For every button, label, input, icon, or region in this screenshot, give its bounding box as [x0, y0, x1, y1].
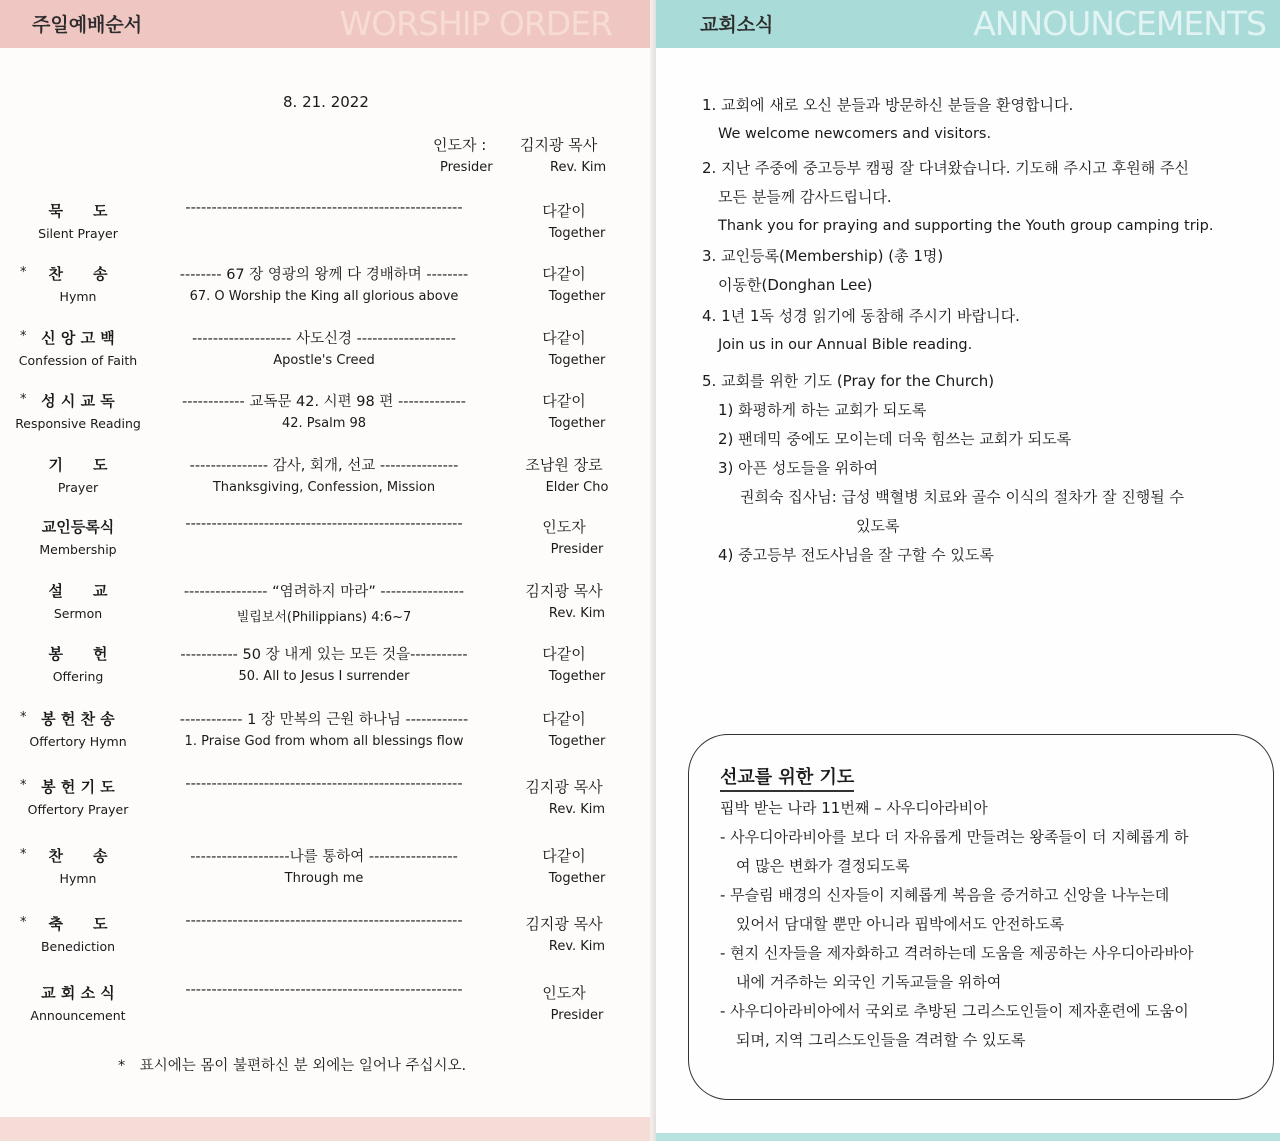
- presider-name-ko: 김지광 목사: [520, 136, 598, 154]
- order-item-leader-en: Together: [548, 871, 606, 886]
- announcements-header: [656, 0, 1280, 48]
- order-item-title: ---------------- “염려하지 마라” ----------------: [183, 584, 465, 600]
- order-item-leader-ko: 김지광 목사: [525, 778, 603, 796]
- order-item-leader-en: Rev. Kim: [548, 939, 606, 954]
- order-item-leader-ko: 인도자: [542, 984, 586, 1002]
- announcement-1: [702, 91, 1073, 149]
- order-item-label-en: Hymn: [59, 289, 97, 304]
- order-item-label-en: Offertory Prayer: [27, 802, 129, 817]
- order-item-label-en: Announcement: [30, 1008, 126, 1023]
- order-item-title: -----------------------------------------------------: [185, 776, 463, 792]
- mission-line: - 무슬림 배경의 신자들이 지혜롭게 복음을 증거하고 신앙을 나누는데: [720, 886, 1170, 904]
- order-item: [0, 643, 650, 703]
- order-item-leader-en: Together: [548, 669, 606, 684]
- order-item-label-en: Sermon: [53, 606, 103, 621]
- order-item: [0, 913, 650, 973]
- order-item-label-ko: 설 교: [48, 582, 108, 600]
- order-item-label-ko: 봉 헌 기 도: [41, 778, 115, 796]
- order-item-leader-en: Together: [548, 353, 606, 368]
- prayer-point: 2) 팬데믹 중에도 모이는데 더욱 힘쓰는 교회가 되도록: [718, 430, 1072, 448]
- order-star-marker: *: [20, 847, 27, 862]
- order-star-marker: *: [20, 778, 27, 793]
- mission-line: 있어서 담대할 뿐만 아니라 핍박에서도 안전하도록: [736, 915, 1065, 933]
- header-title-ko: 교회소식: [700, 14, 774, 36]
- order-item: [0, 454, 650, 514]
- mission-line: 여 많은 변화가 결정되도록: [736, 857, 910, 875]
- order-item-label-en: Silent Prayer: [38, 226, 118, 241]
- presider-label-ko: 인도자 :: [433, 136, 487, 154]
- announcement-5: [702, 367, 1184, 570]
- announcement-ko: 1. 교회에 새로 오신 분들과 방문하신 분들을 환영합니다.: [702, 96, 1074, 114]
- announcement-en: We welcome newcomers and visitors.: [718, 126, 992, 142]
- announcement-ko: 4. 1년 1독 성경 읽기에 동참해 주시기 바랍니다.: [702, 307, 1020, 325]
- mission-line: - 사우디아라비아를 보다 더 자유롭게 만들려는 왕족들이 더 지혜롭게 하: [720, 828, 1189, 846]
- header-title-ko: 주일예배순서: [32, 14, 143, 36]
- order-item: [0, 327, 650, 387]
- order-item-label-en: Responsive Reading: [15, 416, 141, 431]
- order-item-subtitle: 42. Psalm 98: [281, 416, 367, 431]
- order-item-title: -------- 67 장 영광의 왕께 다 경배하며 --------: [179, 267, 469, 283]
- order-item-subtitle: 빌립보서(Philippians) 4:6~7: [236, 610, 412, 625]
- order-item-subtitle: Thanksgiving, Confession, Mission: [212, 480, 436, 495]
- mission-line: - 사우디아라비아에서 국외로 추방된 그리스도인들이 제자훈련에 도움이: [720, 1002, 1189, 1020]
- order-item-title: -----------------------------------------------------: [185, 516, 463, 532]
- order-item-title: ------------ 1 장 만복의 근원 하나님 ------------: [179, 712, 469, 728]
- order-item-leader-ko: 다같이: [542, 392, 586, 410]
- prayer-point: 4) 중고등부 전도사님을 잘 구할 수 있도록: [718, 546, 994, 564]
- order-item-leader-ko: 다같이: [542, 329, 586, 347]
- announcement-2: [702, 154, 1214, 241]
- order-item-leader-ko: 다같이: [542, 202, 586, 220]
- order-item-label-ko: 묵 도: [48, 202, 108, 220]
- announcement-4: [702, 302, 1020, 360]
- order-item-title: -------------------나를 통하여 -----------------: [190, 849, 458, 865]
- order-item-subtitle: Apostle's Creed: [273, 353, 375, 368]
- order-star-marker: *: [20, 329, 27, 344]
- order-item-leader-ko: 김지광 목사: [525, 915, 603, 933]
- order-item-subtitle: 67. O Worship the King all glorious above: [189, 289, 459, 304]
- order-item-title: -----------------------------------------------------: [185, 982, 463, 998]
- order-item-title: ----------- 50 장 내게 있는 모든 것을-----------: [180, 647, 468, 663]
- order-item-subtitle: 50. All to Jesus I surrender: [238, 669, 410, 684]
- order-item-label-en: Confession of Faith: [18, 353, 138, 368]
- announcement-ko: 2. 지난 주중에 중고등부 캠핑 잘 다녀왔습니다. 기도해 주시고 후원해 주신: [702, 159, 1189, 177]
- announcement-en: Join us in our Annual Bible reading.: [718, 337, 973, 353]
- mission-box-title: 선교를 위한 기도: [720, 763, 854, 792]
- order-item: [0, 776, 650, 836]
- order-item: [0, 516, 650, 576]
- order-item-label-ko: 교인등록식: [41, 518, 115, 536]
- order-item-leader-en: Together: [548, 416, 606, 431]
- order-item-leader-en: Presider: [550, 542, 604, 557]
- order-item-label-ko: 축 도: [48, 915, 108, 933]
- order-item-title: ------------ 교독문 42. 시편 98 편 -------------: [181, 394, 466, 410]
- order-item: [0, 200, 650, 260]
- order-item-leader-ko: 김지광 목사: [525, 582, 603, 600]
- order-item-label-en: Hymn: [59, 871, 97, 886]
- order-item-title: -----------------------------------------------------: [185, 200, 463, 216]
- order-item-label-ko: 봉 헌: [48, 645, 108, 663]
- bottom-strip: [656, 1133, 1280, 1141]
- order-item: [0, 845, 650, 905]
- order-item-label-en: Membership: [39, 542, 117, 557]
- order-item-leader-en: Rev. Kim: [548, 802, 606, 817]
- announcement-3: [702, 242, 943, 300]
- order-item-title: -----------------------------------------------------: [185, 913, 463, 929]
- mission-line: - 현지 신자들을 제자화하고 격려하는데 도움을 제공하는 사우디아라바아: [720, 944, 1194, 962]
- announcement-en: 이동한(Donghan Lee): [718, 276, 873, 294]
- service-date: 8. 21. 2022: [283, 93, 369, 111]
- worship-order-header: [0, 0, 656, 48]
- order-item-label-en: Offering: [52, 669, 104, 684]
- order-item: [0, 982, 650, 1042]
- header-title-en: WORSHIP ORDER: [339, 4, 612, 43]
- order-item-label-en: Prayer: [57, 480, 99, 495]
- order-star-marker: *: [20, 710, 27, 725]
- order-item-label-ko: 신 앙 고 백: [41, 329, 115, 347]
- order-star-marker: *: [20, 265, 27, 280]
- announcement-ko-cont: 모든 분들께 감사드립니다.: [718, 188, 892, 206]
- order-item-label-en: Benediction: [40, 939, 116, 954]
- order-item-label-ko: 찬 송: [48, 847, 108, 865]
- prayer-point: 3) 아픈 성도들을 위하여: [718, 459, 879, 477]
- order-item-subtitle: 1. Praise God from whom all blessings flow: [184, 734, 464, 749]
- prayer-point: 1) 화평하게 하는 교회가 되도록: [718, 401, 927, 419]
- order-item-subtitle: Through me: [284, 871, 364, 886]
- prayer-point-detail-cont: 있도록: [856, 517, 900, 535]
- order-star-marker: *: [20, 915, 27, 930]
- order-item-leader-ko: 다같이: [542, 645, 586, 663]
- order-item: [0, 390, 650, 450]
- announcement-ko: 3. 교인등록(Membership) (총 1명): [702, 247, 944, 265]
- order-item-leader-en: Elder Cho: [545, 480, 609, 495]
- mission-line: 내에 거주하는 외국인 기독교들을 위하여: [736, 973, 1002, 991]
- order-star-marker: *: [20, 392, 27, 407]
- order-item-leader-ko: 다같이: [542, 710, 586, 728]
- order-item-title: ------------------- 사도신경 -------------------: [191, 331, 457, 347]
- mission-line: 되며, 지역 그리스도인들을 격려할 수 있도록: [736, 1031, 1026, 1049]
- order-item-leader-en: Rev. Kim: [548, 606, 606, 621]
- order-item: [0, 263, 650, 323]
- order-item-title: --------------- 감사, 회개, 선교 ---------------: [189, 458, 459, 474]
- mission-box-subtitle: 핍박 받는 나라 11번째 – 사우디아라비아: [720, 799, 988, 817]
- announcement-ko: 5. 교회를 위한 기도 (Pray for the Church): [702, 372, 995, 390]
- order-item-label-ko: 찬 송: [48, 265, 108, 283]
- order-item-leader-ko: 다같이: [542, 847, 586, 865]
- order-item: [0, 708, 650, 768]
- order-item-leader-ko: 인도자: [542, 518, 586, 536]
- order-item-leader-en: Together: [548, 289, 606, 304]
- standing-note: * 표시에는 몸이 불편하신 분 외에는 일어나 주십시오.: [118, 1058, 467, 1074]
- order-item-leader-en: Presider: [550, 1008, 604, 1023]
- presider-name-en: Rev. Kim: [550, 160, 607, 175]
- order-item-leader-ko: 다같이: [542, 265, 586, 283]
- order-item-leader-en: Together: [548, 226, 606, 241]
- order-item-label-ko: 성 시 교 독: [41, 392, 115, 410]
- order-item-label-en: Offertory Hymn: [29, 734, 127, 749]
- order-item-label-ko: 교 회 소 식: [41, 984, 115, 1002]
- order-item-label-ko: 기 도: [48, 456, 108, 474]
- prayer-point-detail: 권희숙 집사님: 급성 백혈병 치료와 골수 이식의 절차가 잘 진행될 수: [740, 488, 1184, 506]
- order-item-label-ko: 봉 헌 찬 송: [41, 710, 115, 728]
- presider-label-en: Presider: [440, 160, 493, 175]
- order-item: [0, 580, 650, 640]
- announcement-en: Thank you for praying and supporting the Youth group camping trip.: [718, 218, 1214, 234]
- order-item-leader-ko: 조남원 장로: [525, 456, 603, 474]
- header-title-en: ANNOUNCEMENTS: [973, 4, 1266, 43]
- order-item-leader-en: Together: [548, 734, 606, 749]
- bottom-strip: [0, 1117, 656, 1141]
